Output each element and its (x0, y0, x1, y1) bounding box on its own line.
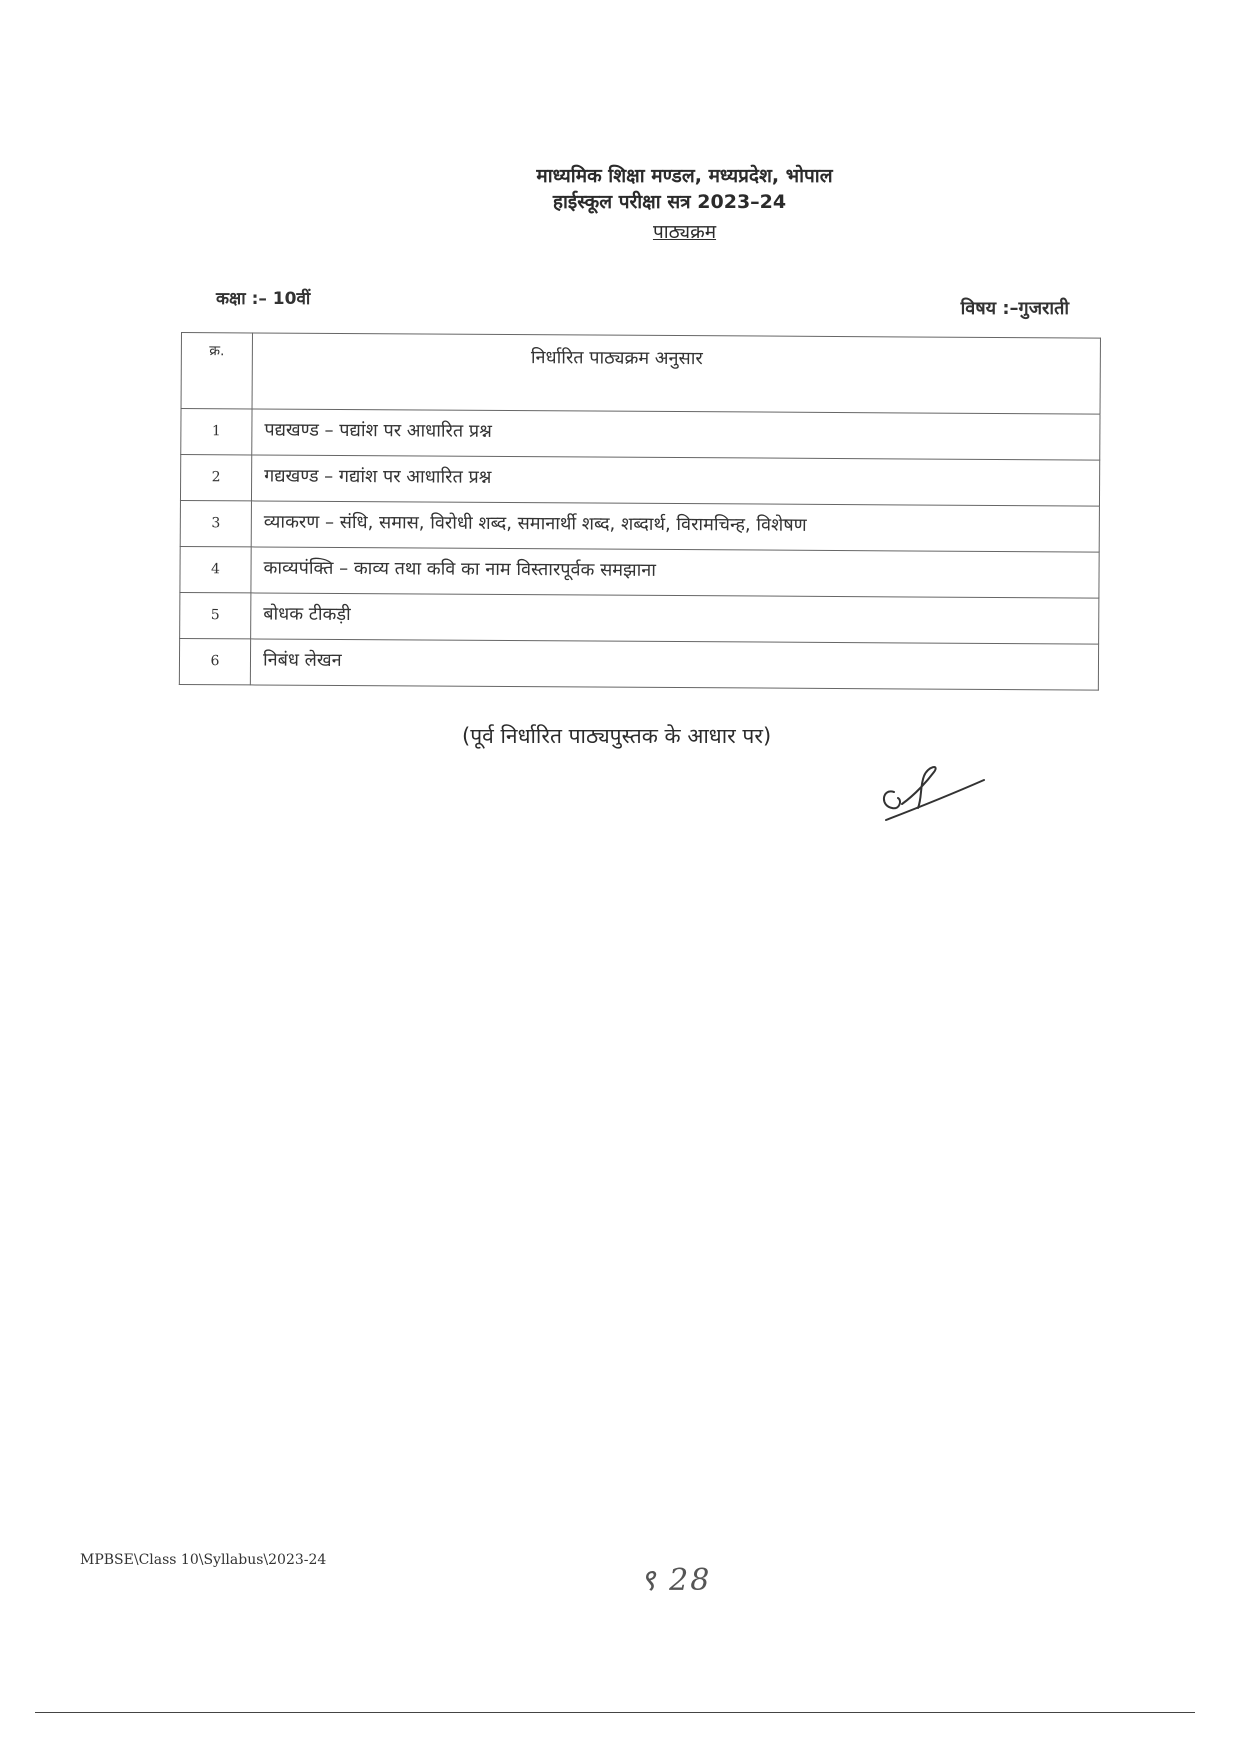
board-name: माध्यमिक शिक्षा मण्डल, मध्यप्रदेश, भोपाल (536, 165, 833, 187)
table-row (180, 592, 1099, 644)
syllabus-description-header: निर्धारित पाठ्यक्रम अनुसार (252, 333, 1100, 414)
table-row (179, 638, 1098, 690)
row-description: गद्यखण्ड – गद्यांश पर आधारित प्रश्न (251, 455, 1099, 506)
row-description: पद्यखण्ड – पद्यांश पर आधारित प्रश्न (252, 409, 1100, 460)
row-description: निबंध लेखन (250, 639, 1098, 690)
exam-session: हाईस्कूल परीक्षा सत्र 2023–24 (552, 191, 787, 213)
textbook-footnote: (पूर्व निर्धारित पाठ्यपुस्तक के आधार पर) (462, 724, 772, 748)
row-number: 6 (179, 638, 250, 684)
class-label: कक्षा :– 10वीं (216, 289, 311, 309)
footer-file-path: MPBSE\Class 10\Syllabus\2023-24 (80, 1552, 327, 1568)
row-number: 1 (181, 409, 252, 455)
document-header (0, 163, 1239, 245)
syllabus-table (179, 332, 1101, 691)
page-number: ९ 28 (640, 1563, 712, 1598)
row-number: 3 (180, 500, 251, 546)
row-description: काव्यपंक्ति – काव्य तथा कवि का नाम विस्तारपूर्वक समझाना (251, 547, 1099, 598)
document-title: पाठ्यक्रम (652, 221, 717, 243)
row-number: 5 (180, 592, 251, 638)
row-description: व्याकरण – संधि, समास, विरोधी शब्द, समानार्थी शब्द, शब्दार्थ, विरामचिन्ह, विशेषण (251, 501, 1099, 552)
row-number: 2 (180, 455, 251, 501)
subject-label: विषय :–गुजराती (960, 298, 1069, 319)
signature-image (872, 758, 992, 828)
row-description: बोधक टीकड़ी (251, 593, 1099, 644)
table-row (180, 500, 1099, 552)
serial-number-header: क्र. (181, 333, 252, 409)
table-row (181, 409, 1100, 461)
table-row (180, 455, 1099, 507)
row-number: 4 (180, 546, 251, 592)
bottom-divider (35, 1712, 1195, 1713)
table-header-row (181, 333, 1100, 415)
table-row (180, 546, 1099, 598)
